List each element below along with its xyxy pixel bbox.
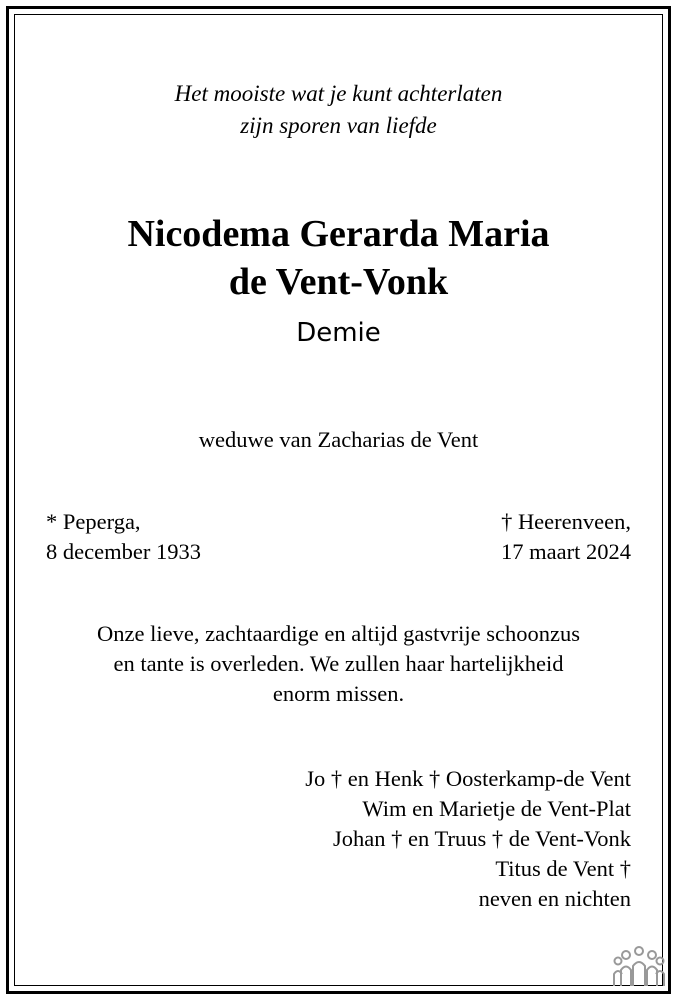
motto-line-1: Het mooiste wat je kunt achterlaten bbox=[174, 81, 503, 106]
name-line-1: Nicodema Gerarda Maria bbox=[127, 213, 550, 255]
birth-date: 8 december 1933 bbox=[46, 539, 201, 564]
birth-place: * Peperga, bbox=[46, 509, 141, 534]
motto-line-2: zijn sporen van liefde bbox=[240, 113, 437, 138]
message-line-3: enorm missen. bbox=[272, 681, 405, 706]
name-line-2: de Vent-Vonk bbox=[228, 261, 449, 303]
death-date: 17 maart 2024 bbox=[501, 539, 631, 564]
message-line-2: en tante is overleden. We zullen haar hartelijkheid bbox=[113, 651, 564, 676]
relation: weduwe van Zacharias de Vent bbox=[198, 427, 479, 452]
message-line-1: Onze lieve, zachtaardige en altijd gastvrije schoonzus bbox=[97, 621, 580, 646]
nickname: Demie bbox=[296, 318, 381, 348]
family-line-1: Jo † en Henk † Oosterkamp-de Vent bbox=[305, 766, 631, 791]
family-line-4: Titus de Vent † bbox=[495, 856, 631, 881]
death-place: † Heerenveen, bbox=[501, 509, 631, 534]
family-line-3: Johan † en Truus † de Vent-Vonk bbox=[333, 826, 631, 851]
family-people-icon bbox=[613, 944, 665, 988]
family-line-5: neven en nichten bbox=[478, 886, 631, 911]
family-line-2: Wim en Marietje de Vent-Plat bbox=[362, 796, 631, 821]
